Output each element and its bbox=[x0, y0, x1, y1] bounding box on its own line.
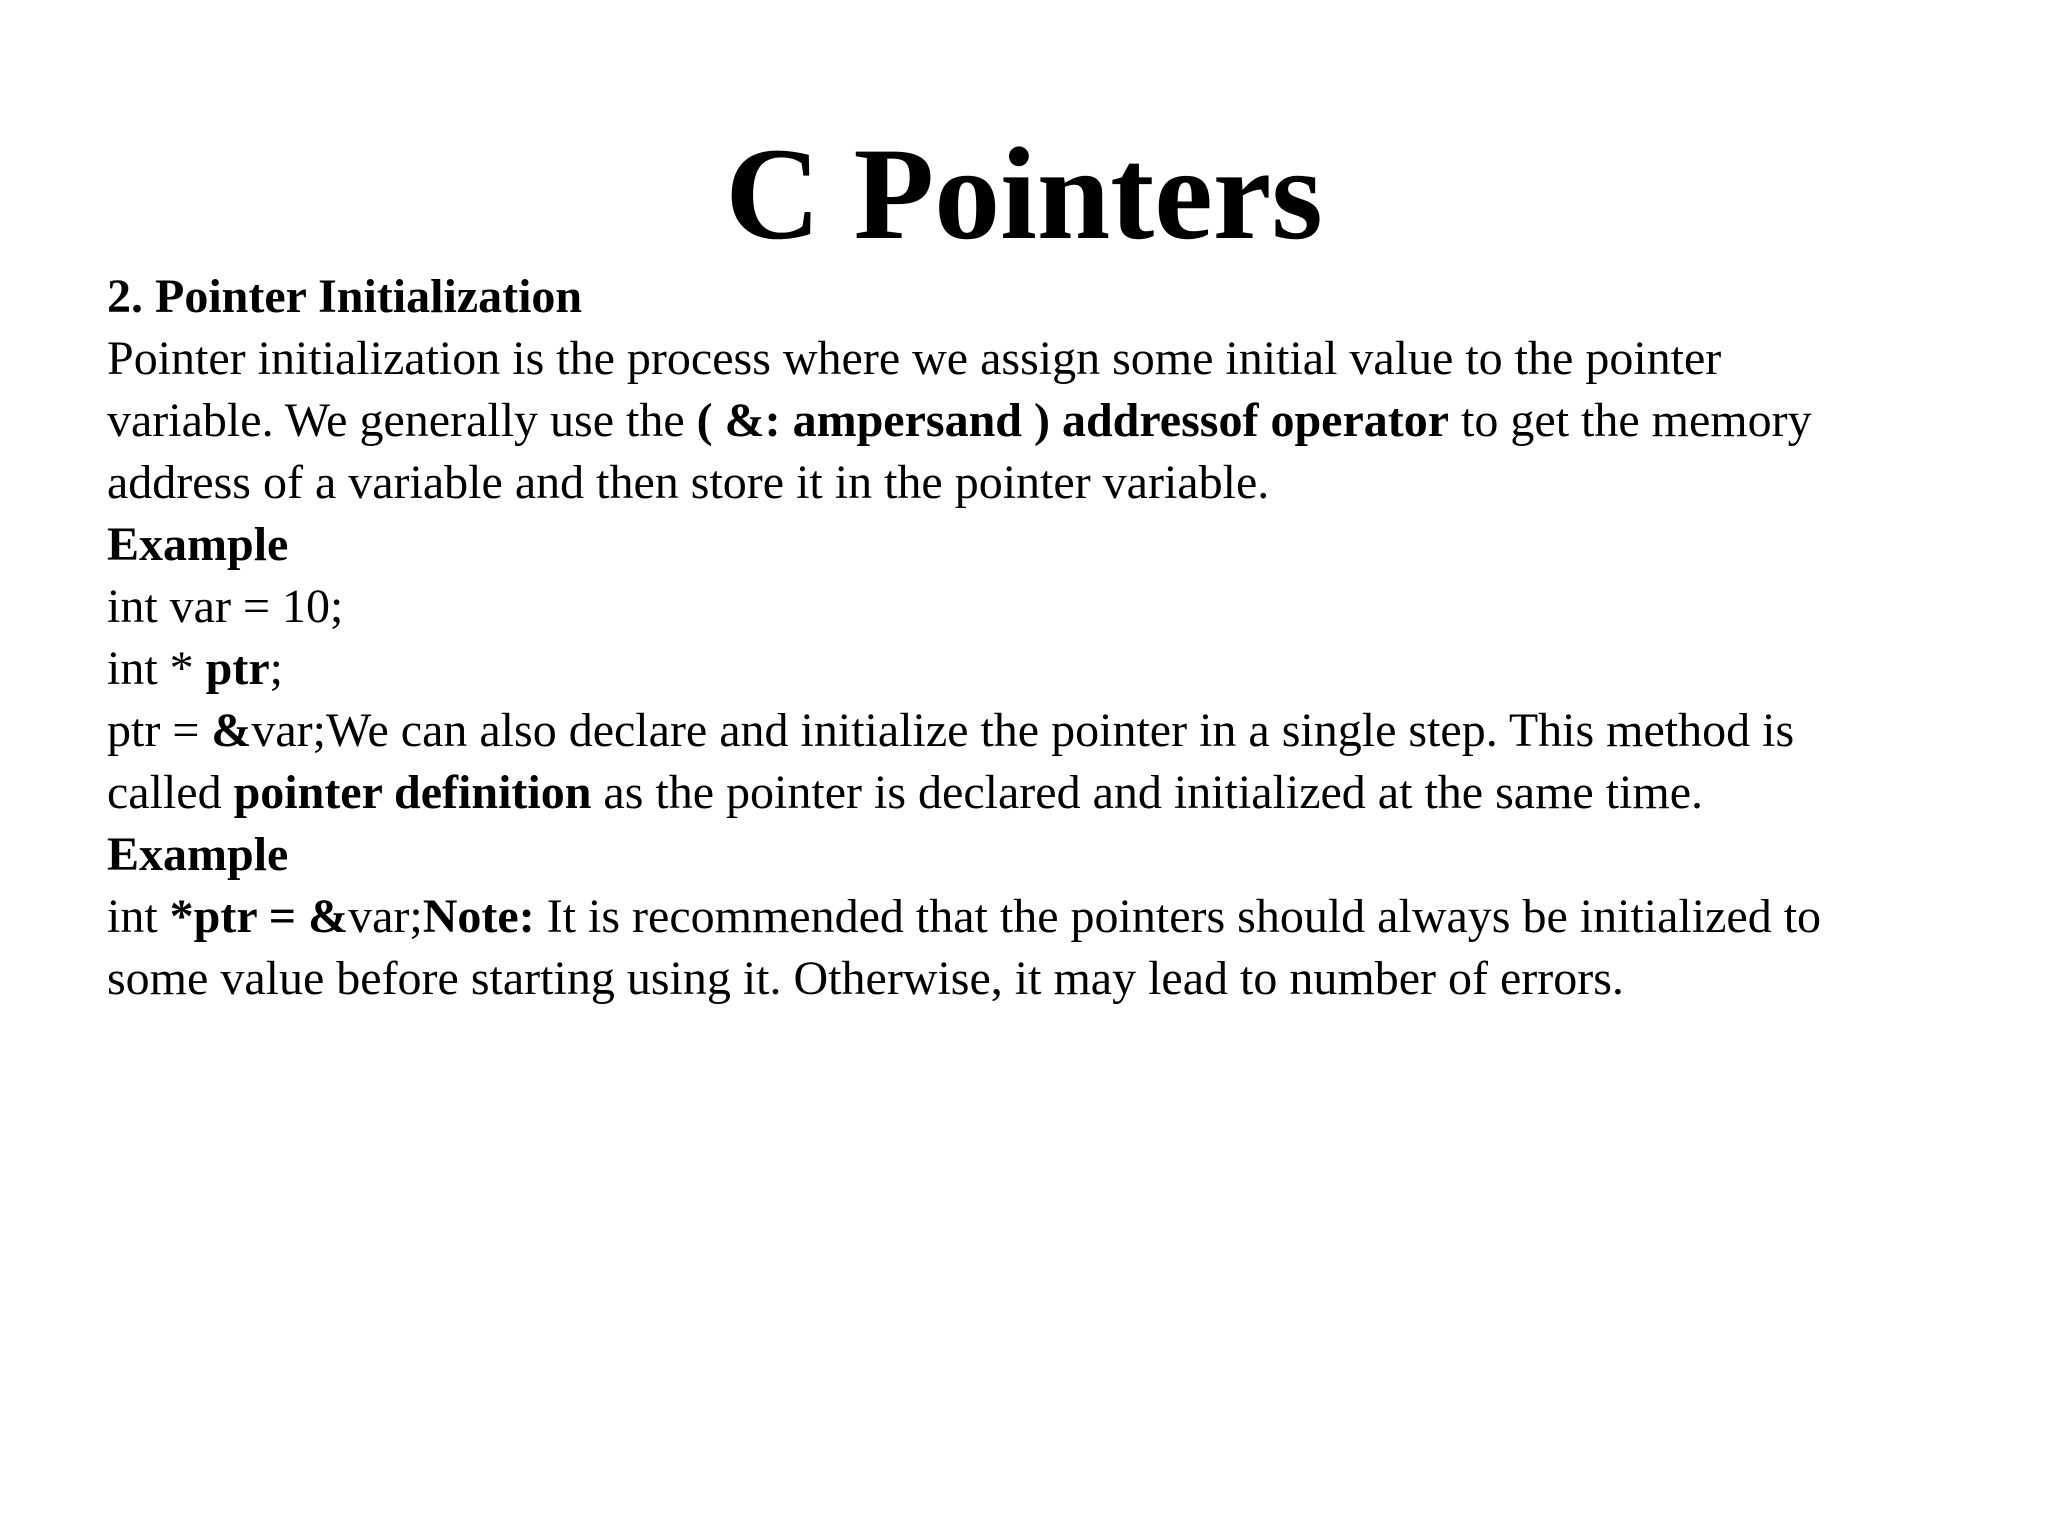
example-label: Example bbox=[107, 518, 289, 571]
bold-term: *ptr = & bbox=[169, 890, 349, 943]
text-run: variable. We generally use the bbox=[107, 394, 697, 447]
code-line: int var = 10; bbox=[107, 580, 344, 633]
code-line bbox=[107, 638, 1997, 700]
text-run: int bbox=[107, 890, 170, 943]
slide-body bbox=[107, 266, 1997, 1010]
slide-title: C Pointers bbox=[725, 120, 1323, 267]
text-run: to get the memory bbox=[1449, 394, 1812, 447]
paragraph-line: Pointer initialization is the process where we assign some initial value to the pointer bbox=[107, 332, 1722, 385]
paragraph-line: some value before starting using it. Otherwise, it may lead to number of errors. bbox=[107, 952, 1624, 1005]
note-label: Note: bbox=[422, 890, 535, 943]
example-label: Example bbox=[107, 828, 289, 881]
section-heading: 2. Pointer Initialization bbox=[107, 270, 583, 323]
code-line bbox=[107, 700, 1997, 762]
text-run: as the pointer is declared and initialized at the same time. bbox=[591, 766, 1704, 819]
code-line bbox=[107, 886, 1997, 948]
text-run: var;We can also declare and initialize the pointer in a single step. This method is bbox=[251, 704, 1795, 757]
bold-term: ptr bbox=[205, 642, 270, 695]
text-run: It is recommended that the pointers should always be initialized to bbox=[534, 890, 1822, 943]
text-run: ; bbox=[269, 642, 283, 695]
text-run: var; bbox=[348, 890, 423, 943]
text-run: called bbox=[107, 766, 234, 819]
paragraph-line bbox=[107, 762, 1997, 824]
paragraph-line: address of a variable and then store it in the pointer variable. bbox=[107, 456, 1270, 509]
text-run: ptr = bbox=[107, 704, 212, 757]
text-run: int * bbox=[107, 642, 206, 695]
bold-term: & bbox=[211, 704, 252, 757]
bold-term: ( &: ampersand ) addressof operator bbox=[696, 394, 1450, 447]
bold-term: pointer definition bbox=[233, 766, 592, 819]
paragraph-line bbox=[107, 390, 1997, 452]
